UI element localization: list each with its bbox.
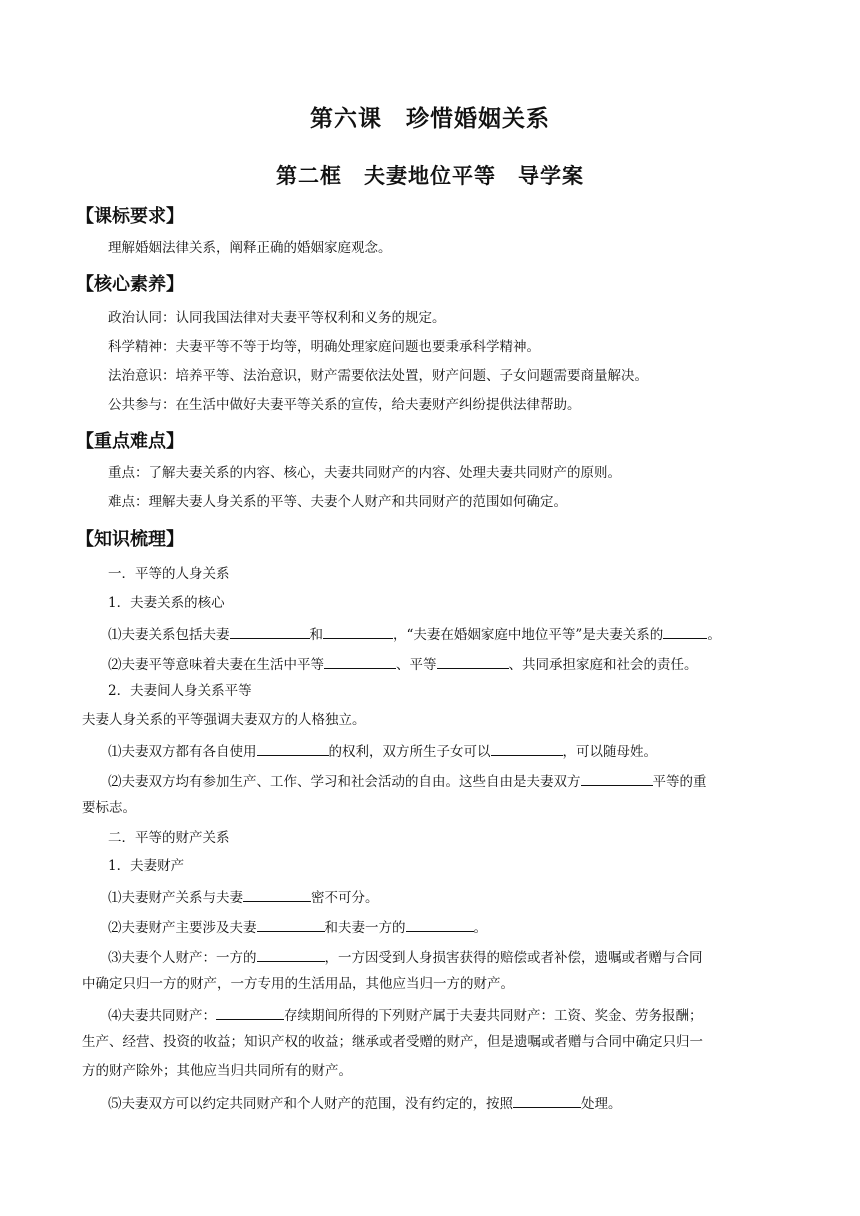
suyang-line-fazhi: 法治意识：培养平等、法治意识，财产需要依法处置，财产问题、子女问题需要商量解决。	[108, 368, 648, 384]
fill-blank[interactable]	[437, 653, 509, 669]
part1-item2-text: 夫妻人身关系的平等强调夫妻双方的人格独立。	[82, 712, 366, 728]
section-heading-zhongdian: 【重点难点】	[76, 431, 184, 452]
question-7: ⑶夫妻个人财产：一方的 ，一方因受到人身损害获得的赔偿或者补偿，遗嘱或者赠与合同	[108, 946, 703, 968]
part1-item1: 1．夫妻关系的核心	[108, 595, 225, 611]
page-title: 第六课 珍惜婚姻关系	[310, 106, 550, 132]
nandian-line: 难点：理解夫妻人身关系的平等、夫妻个人财产和共同财产的范围如何确定。	[108, 494, 567, 510]
part1-item2: 2．夫妻间人身关系平等	[108, 683, 252, 699]
fill-blank[interactable]	[581, 770, 653, 786]
question-8: ⑷夫妻共同财产： 存续期间所得的下列财产属于夫妻共同财产：工资、奖金、劳务报酬；	[108, 1004, 703, 1026]
question-1: ⑴夫妻关系包括夫妻 和 ，“夫妻在婚姻家庭中地位平等”是夫妻关系的 。	[108, 623, 721, 645]
zhongdian-line: 重点：了解夫妻关系的内容、核心，夫妻共同财产的内容、处理夫妻共同财产的原则。	[108, 465, 621, 481]
section-heading-zhishi: 【知识梳理】	[76, 529, 184, 550]
section-heading-suyang: 【核心素养】	[76, 274, 184, 295]
page-subtitle: 第二框 夫妻地位平等 导学案	[276, 164, 584, 188]
kebiao-text: 理解婚姻法律关系，阐释正确的婚姻家庭观念。	[108, 240, 392, 256]
fill-blank[interactable]	[257, 946, 325, 962]
suyang-line-zhengzhi: 政治认同：认同我国法律对夫妻平等权利和义务的规定。	[108, 310, 446, 326]
part2-item1: 1．夫妻财产	[108, 858, 185, 874]
question-4-cont: 要标志。	[82, 800, 136, 816]
fill-blank[interactable]	[257, 740, 329, 756]
fill-blank[interactable]	[663, 623, 707, 639]
fill-blank[interactable]	[406, 916, 474, 932]
suyang-line-gonggong: 公共参与：在生活中做好夫妻平等关系的宣传，给夫妻财产纠纷提供法律帮助。	[108, 397, 581, 413]
part2-title: 二．平等的财产关系	[108, 830, 230, 846]
suyang-line-kexue: 科学精神：夫妻平等不等于均等，明确处理家庭问题也要秉承科学精神。	[108, 339, 540, 355]
question-2: ⑵夫妻平等意味着夫妻在生活中平等 、平等 、共同承担家庭和社会的责任。	[108, 653, 698, 675]
section-heading-kebiao: 【课标要求】	[76, 206, 184, 227]
question-7-cont: 中确定只归一方的财产，一方专用的生活用品，其他应当归一方的财产。	[82, 976, 514, 992]
question-5: ⑴夫妻财产关系与夫妻 密不可分。	[108, 886, 379, 908]
fill-blank[interactable]	[230, 623, 310, 639]
question-3: ⑴夫妻双方都有各自使用 的权利，双方所生子女可以 ，可以随母姓。	[108, 740, 657, 762]
fill-blank[interactable]	[216, 1004, 284, 1020]
question-8-cont-2: 方的财产除外；其他应当归共同所有的财产。	[82, 1063, 352, 1079]
question-4: ⑵夫妻双方均有参加生产、工作、学习和社会活动的自由。这些自由是夫妻双方 平等的重	[108, 770, 707, 792]
question-9: ⑸夫妻双方可以约定共同财产和个人财产的范围，没有约定的，按照 处理。	[108, 1092, 622, 1114]
fill-blank[interactable]	[324, 653, 396, 669]
fill-blank[interactable]	[323, 623, 393, 639]
question-6: ⑵夫妻财产主要涉及夫妻 和夫妻一方的 。	[108, 916, 487, 938]
fill-blank[interactable]	[491, 740, 563, 756]
part1-title: 一．平等的人身关系	[108, 566, 230, 582]
fill-blank[interactable]	[243, 886, 311, 902]
question-8-cont-1: 生产、经营、投资的收益；知识产权的收益；继承或者受赠的财产，但是遗嘱或者赠与合同中确定只归一	[82, 1034, 703, 1050]
fill-blank[interactable]	[257, 916, 325, 932]
fill-blank[interactable]	[513, 1092, 581, 1108]
